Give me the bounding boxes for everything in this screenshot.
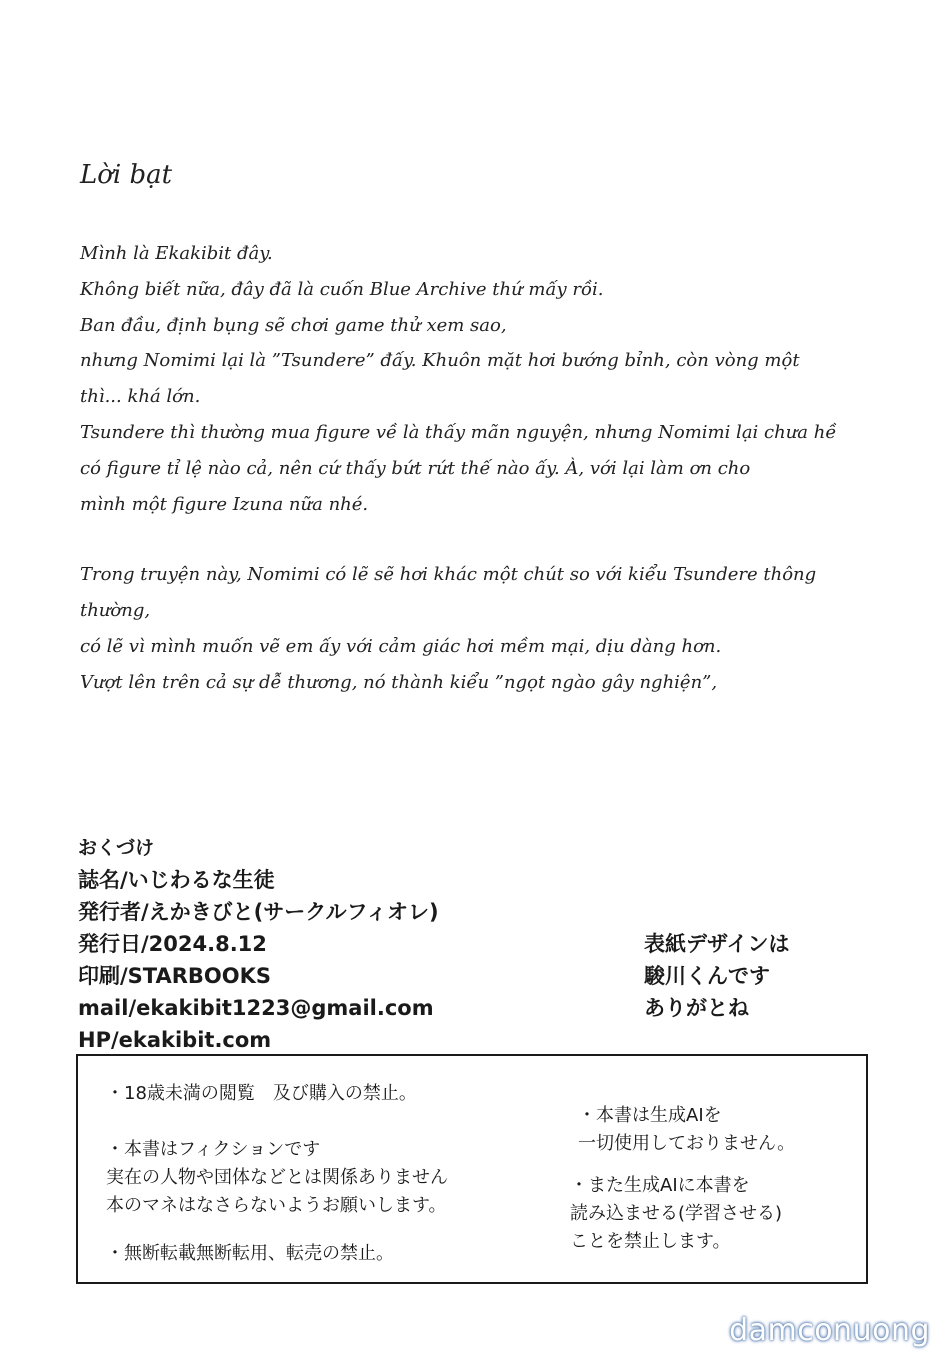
afterword-text: [80, 236, 840, 701]
thanks-line: ありがとね: [644, 996, 749, 1020]
colophon-mail: mail/ekakibit1223@gmail.com: [78, 996, 434, 1020]
paragraph-gap: [80, 522, 840, 557]
afterword-line: Vượt lên trên cả sự dễ thương, nó thành kiểu ”ngọt ngào gây nghiện”,: [80, 671, 718, 693]
colophon-date: 発行日/2024.8.12: [78, 932, 267, 956]
afterword-line: Trong truyện này, Nomimi có lẽ sẽ hơi khác một chút so với kiểu Tsundere thông: [80, 564, 817, 586]
colophon-printer: 印刷/STARBOOKS: [78, 964, 272, 988]
notice-line: ・18歳未満の閲覧 及び購入の禁止。: [106, 1083, 417, 1104]
colophon-publisher: 発行者/えかきびと(サークルフィオレ): [78, 900, 439, 924]
afterword-line: Mình là Ekakibit đây.: [80, 243, 273, 264]
thanks-line: 表紙デザインは: [644, 932, 790, 956]
cover-design-thanks: [644, 928, 790, 1024]
afterword-line: mình một figure Izuna nữa nhé.: [80, 493, 369, 515]
afterword-heading: Lời bạt: [80, 160, 173, 190]
colophon-name: 誌名/いじわるな生徒: [78, 868, 275, 892]
ai-training-notice: [570, 1172, 782, 1256]
notice-line: 一切使用しておりません。: [578, 1133, 796, 1154]
afterword-line: Không biết nữa, đây đã là cuốn Blue Archive thứ mấy rồi.: [80, 278, 604, 300]
afterword-line: Tsundere thì thường mua figure về là thấy mãn nguyện, nhưng Nomimi lại chưa hề: [80, 421, 837, 443]
notice-line: ことを禁止します。: [570, 1231, 731, 1252]
site-watermark: damconuong: [729, 1313, 930, 1348]
fiction-notice: [106, 1136, 448, 1220]
notice-box: [76, 1054, 868, 1284]
repost-notice: [106, 1240, 394, 1268]
notice-line: ・本書はフィクションです: [106, 1139, 321, 1160]
colophon-homepage: HP/ekakibit.com: [78, 1028, 272, 1052]
afterword-line: có figure tỉ lệ nào cả, nên cứ thấy bứt rứt thế nào ấy. À, với lại làm ơn cho: [80, 457, 751, 479]
ai-use-notice: [578, 1102, 795, 1158]
afterword-line: có lẽ vì mình muốn vẽ em ấy với cảm giác hơi mềm mại, dịu dàng hơn.: [80, 635, 722, 657]
notice-line: ・本書は生成AIを: [578, 1105, 722, 1126]
age-restriction-notice: [106, 1080, 417, 1108]
notice-line: 本のマネはなさらないようお願いします。: [106, 1195, 447, 1216]
afterword-line: thường,: [80, 600, 151, 622]
thanks-line: 駿川くんです: [644, 964, 770, 988]
afterword-line: Ban đầu, định bụng sẽ chơi game thử xem sao,: [80, 314, 507, 336]
notice-line: ・無断転載無断転用、転売の禁止。: [106, 1243, 394, 1264]
afterword-line: nhưng Nomimi lại là ”Tsundere” đấy. Khuôn mặt hơi bướng bỉnh, còn vòng một: [80, 350, 800, 372]
afterword-line: thì... khá lớn.: [80, 386, 201, 408]
notice-line: 読み込ませる(学習させる): [570, 1203, 783, 1224]
notice-line: ・また生成AIに本書を: [570, 1175, 750, 1196]
colophon: [78, 832, 439, 1056]
notice-line: 実在の人物や団体などとは関係ありません: [106, 1167, 448, 1188]
colophon-title: おくづけ: [78, 837, 155, 859]
